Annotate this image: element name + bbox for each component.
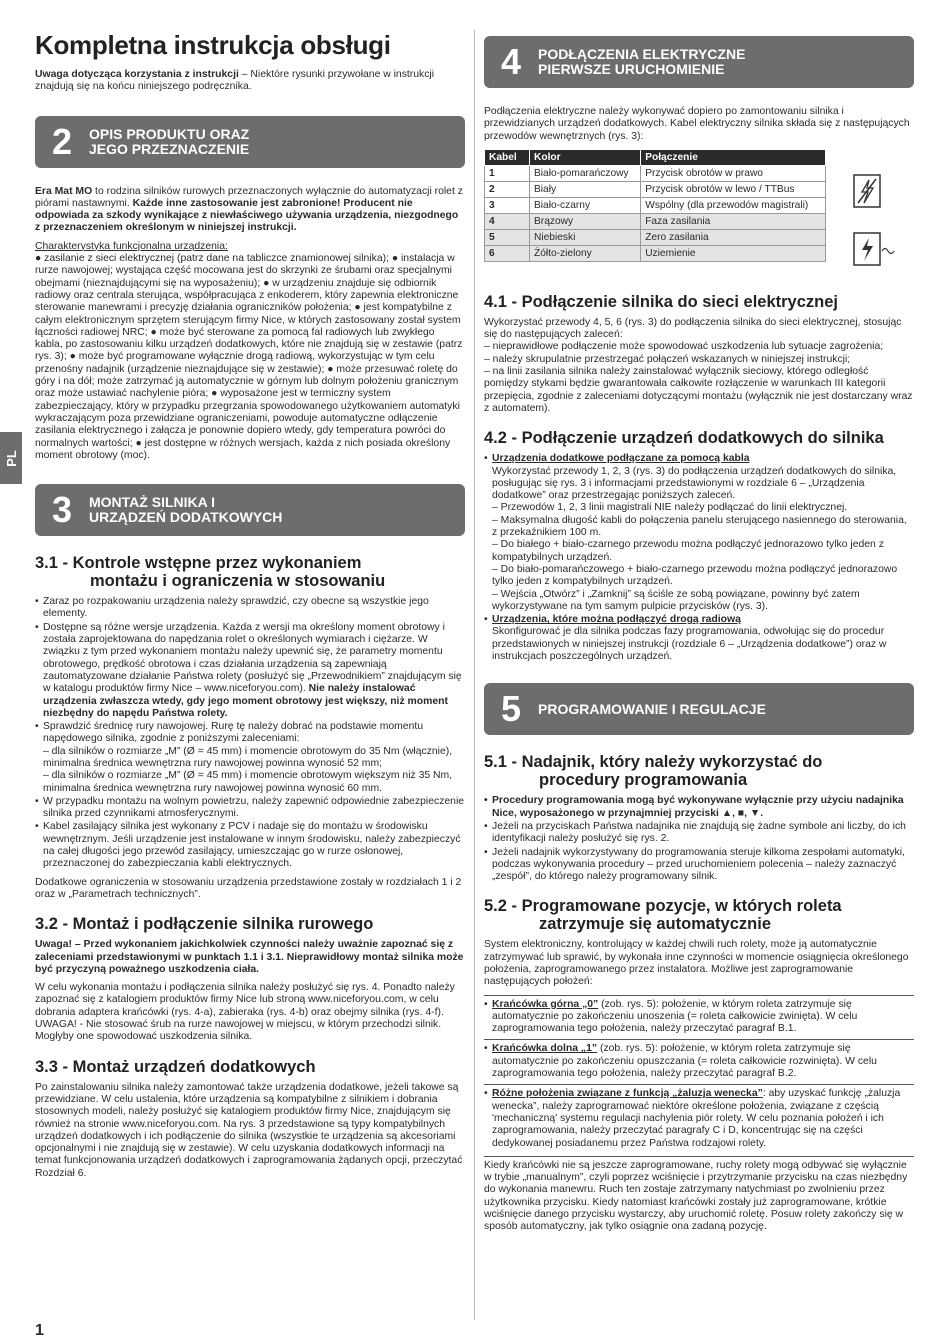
table-row: 3 Biało-czarny Wspólny (dla przewodów magistrali) — [485, 197, 826, 213]
language-tab: PL — [0, 432, 22, 484]
section-5-header: 5 PROGRAMOWANIE I REGULACJE — [484, 683, 914, 735]
column-divider — [474, 30, 475, 1320]
table-row: 5 Niebieski Zero zasilania — [485, 229, 826, 245]
cable-table-wrap — [484, 149, 914, 279]
text-3-2: W celu wykonania montażu i podłączenia silnika należy posłużyć się rys. 4. Ponadto należy zapoznać się z katalogiem produktów firmy Nice lub stroną www.niceforyou.com, w celu dobrania adaptera krańcówki (rys. 4-a), zabieraka (rys. 4-b) oraz obejmy silnika (rys. 4-f). UWAGA! - Nie stosować śrub na rurze nawojowej w miejscu, w którym przechodzi silnik. Mogłyby one spowodować uszkodzenia silnika. — [35, 982, 455, 1043]
right-column — [484, 30, 914, 1240]
section-3-header: 3 MONTAŻ SILNIKA I URZĄDZEŃ DODATKOWYCH — [35, 484, 465, 536]
table-row: 4 Brązowy Faza zasilania — [485, 213, 826, 229]
warning-3-2: Uwaga! – Przed wykonaniem jakichkolwiek czynności należy uważnie zapoznać się z zaleceniami przedstawionymi w punktach 1.1 i 3.1. Nieprawidłowy montaż silnika może być przyczyną poważnego uszkodzenia ciała. — [35, 939, 464, 975]
intro-note: Uwaga dotycząca korzystania z instrukcji – Niektóre rysunki przywołane w instrukcji znajdują się na końcu niniejszego podręcznika. — [35, 69, 435, 93]
section-4-header: 4 PODŁĄCZENIA ELEKTRYCZNE PIERWSZE URUCHOMIENIE — [484, 36, 914, 88]
transmitter-list: • Procedury programowania mogą być wykonywane wyłącznie przy użyciu nadajnika Nice, wyposażonego w przynajmniej przyciski ▲, ■, ▼. • Jeżeli na przyciskach Państwa nadajnika nie znajdują się żadne symbole ani liczby, do ich identyfikacji należy posłużyć się rys. 2. • Jeżeli nadajnik wykorzystywany do programowania steruje kilkoma zespołami automatyki, podczas wykonywania procedury – przed uruchomieniem polecenia – należy zaznaczyć „zespół”, do którego należy programowany silnik. — [484, 795, 914, 883]
text-5-2-end: Kiedy krańcówki nie są jeszcze zaprogramowane, ruchy rolety mogą odbywać się wyłącznie w trybie „manualnym”, czyli poprzez wciśnięcie i przytrzymanie przycisku na czas niezbędny do wykonania manewru. Ruch ten zostaje zatrzymany natychmiast po zwolnieniu przez użytkownika przycisku. Kiedy natomiast krańcówki zostały już zaprogramowane, krótkie wciśnięcie danego przycisku wystarczy, aby uruchomić roletę. Posuw rolety zakończy się w sposób automatyczny, jak tylko osiągnie ona zadaną pozycję. — [484, 1156, 914, 1234]
text-4: Podłączenia elektryczne należy wykonywać dopiero po zamontowaniu silnika i przewidzianych urządzeń dodatkowych. Kabel elektryczny silnika składa się z następujących przewodów wewnętrznych (rys. 3): — [484, 106, 910, 142]
positions-list: • Krańcówka górna „0” (zob. rys. 5): położenie, w którym roleta zatrzymuje się automatycznie po zakończeniu unoszenia (= roleta całkowicie zwinięta). W celu zaprogramowania tego położenia, należy przeczytać paragraf B.1. • Krańcówka dolna „1” (zob. rys. 5): położenie, w którym roleta zatrzymuje się automatycznie po zakończeniu opuszczania (= roleta całkowicie rozwinięta). W celu zaprogramowania tego położenia, należy przeczytać paragraf B.2. • Różne położenia związane z funkcją „żaluzja wenecka”: aby uzyskać funkcję „żaluzja wenecka”, należy zaprogramować niektóre określone położenia, związane z częścią 'mechaniczną' systemu regulacji nachylenia piór rolety. W celu poznania położeń i ich zaprogramowania, należy przeczytać paragrafy C i D, koncentrując się na części dedykowanej posiadanemu przez Państwa rodzajowi rolety. — [484, 995, 914, 1150]
text-3-3: Po zainstalowaniu silnika należy zamontować także urządzenia dodatkowe, jeżeli takowe są przewidziane. W celu ustalenia, które urządzenia są kompatybilne z silnikiem i dobrania stosownych modeli, należy posłużyć się katalogiem produktów firmy Nice, znajdującym się również na stronie www.niceforyou.com. Na rys. 3 przedstawione są typy kompatybilnych urządzeń dodatkowych i ich podłączenie do silnika (wszystkie te urządzenia są akcesoriami opcjonalnymi i nie znajdują się w zestawie). W celu uzyskania dodatkowych informacji na temat funkcjonowania urządzeń dodatkowych i zaprogramowania żądanych opcji, przeczytać Rozdział 6. — [35, 1081, 463, 1179]
heading-4-1: 4.1 - Podłączenie silnika do sieci elektrycznej — [484, 292, 838, 311]
table-row: 1 Biało-pomarańczowy Przycisk obrotów w prawo — [485, 165, 826, 181]
no-voltage-icon — [852, 173, 882, 209]
accessory-list: • Urządzenia dodatkowe podłączane za pomocą kabla Wykorzystać przewody 1, 2, 3 (rys. 3) do podłączenia urządzeń dodatkowych do silnika, posługując się rys. 3 i informacjami przedstawionymi w rozdziale 6 – „Urządzenia dodatkowe” oraz przestrzegając poniższych zaleceń. – Przewodów 1, 2, 3 linii magistrali NIE należy podłączać do linii elektrycznej. – Maksymalna długość kabli do połączenia panelu sterującego nasiennego do sterowania, z przekaźnikiem 100 m. – Do białego + biało-czarnego przewodu można podłączyć jednorazowo tylko jeden z kompatybilnych urządzeń. – Do biało-pomarańczowego + biało-czarnego przewodu można podłączyć jednorazowo tylko jeden z kompatybilnych urządzeń. – Wejścia „Otwórz” i „Zamknij” są ściśle ze sobą powiązane, powinny być zatem wykorzystywane na tym samym pulpicie przycisków (rys. 3). • Urządzenia, które można podłączyć drogą radiową Skonfigurować je dla silnika podczas fazy programowania, odwołując się do procedur przedstawionych w niniejszej instrukcji (rozdziale 6 – „Urządzenia dodatkowe”) oraz w instrukcjach poszczególnych urządzeń. — [484, 453, 914, 663]
table-row: 2 Biały Przycisk obrotów w lewo / TTBus — [485, 181, 826, 197]
left-column — [35, 30, 465, 1186]
page-title: Kompletna instrukcja obsługi — [35, 30, 391, 60]
features-list: ● zasilanie z sieci elektrycznej (patrz dane na tabliczce znamionowej silnika); ● instalacja w rurze nawojowej; wystająca część mocowana jest do skrzynki ze śrubami oraz specjalnymi obejmami (nieznajdującymi się na wyposażeniu); ● w urządzeniu znajduje się odbiornik radiowy oraz centrala sterująca, współpracująca z enkoderem, który zapewnia elektroniczne sterowanie manewrami i precyzję działania ograniczników położenia; ● jest kompatybilne z całym elektronicznym sprzętem sterującym firmy Nice, w których zastosowany został system łączności radiowej NRC; ● może być sterowane za pomocą fal radiowych lub zwykłego kabla, po zastosowaniu kilku urządzeń dodatkowych, które nie znajdują się w zestawie (patrz rys. 3); ● może być programowane wyłącznie drogą radiową, wykorzystując w tym celu przenośny nadajnik (urządzenie nieznajdujące się w zestawie); ● może przesuwać roletę do góry i na dół; może zatrzymać ją automatycznie w górnym lub dolnym położeniu granicznym oraz może ustawiać nachylenie pióra; ● wyposażone jest w termiczny system zabezpieczający, który w przypadku przegrzania spowodowanego użytkowaniem automatyki wykraczającym poza przewidziane ograniczeniami, powoduje automatyczne odłączenie zasilania elektrycznego i załącza je ponownie dopiero wtedy, gdy temperatura powróci do normalnych wartości; ● jest dostępne w różnych wersjach, każda z nich posiada określony moment obrotowy (moc). — [35, 253, 463, 461]
checks-list: • Zaraz po rozpakowaniu urządzenia należy sprawdzić, czy obecne są wszystkie jego elementy. • Dostępne są różne wersje urządzenia. Każda z wersji ma określony moment obrotowy i została zaprojektowana do napędzania rolet o określonych wymiarach i ciężarze. W związku z tym przed wykonaniem montażu należy upewnić się, że parametry momentu obrotowego, prędkość obrotowa i czas działania urządzenia są zapewniają zautomatyzowane działanie Państwa rolety (posłużyć się „Przewodnikiem” znajdującym się w katalogu produktów firmy Nice – www.niceforyou.com). Nie należy instalować urządzenia zwłaszcza wtedy, gdy jego moment obrotowy jest większy, niż moment niezbędny do napędu Państwa rolety. • Sprawdzić średnicę rury nawojowej. Rurę tę należy dobrać na podstawie momentu napędowego silnika, zgodnie z poniższymi zaleceniami: – dla silników o rozmiarze „M” (Ø = 45 mm) i momencie obrotowym do 35 Nm (włącznie), minimalna średnica wewnętrzna rury nawojowej powinna wynosić 52 mm; – dla silników o rozmiarze „M” (Ø = 45 mm) i momencie obrotowym większym niż 35 Nm, minimalna średnica wewnętrzna rury nawojowej powinna wynosić 60 mm. • W przypadku montażu na wolnym powietrzu, należy zapewnić odpowiednie zabezpieczenie silnika przed czynnikami atmosferycznymi. • Kabel zasilający silnika jest wykonany z PCV i nadaje się do montażu w środowisku wewnętrznym. Jeśli urządzenie jest instalowane w innym środowisku, należy zabezpieczyć na całej długości jego przewód zasilający, umieszczając go w rurze osłonowej, przeznaczonej do zabezpieczania kabli elektrycznych. — [35, 596, 465, 871]
heading-3-1: 3.1 - Kontrole wstępne przez wykonaniem montażu i ograniczenia w stosowaniu — [35, 554, 386, 591]
text-4-1: Wykorzystać przewody 4, 5, 6 (rys. 3) do podłączenia silnika do sieci elektrycznej, stosując się do następujących zaleceń: — [484, 316, 902, 341]
heading-3-2: 3.2 - Montaż i podłączenie silnika rurowego — [35, 915, 374, 934]
section-2-header: 2 OPIS PRODUKTU ORAZ JEGO PRZEZNACZENIE — [35, 116, 465, 168]
list-4-1: – nieprawidłowe podłączenie może spowodować uszkodzenia lub sytuacje zagrożenia; – należy skrupulatnie przestrzegać połączeń wskazanych w niniejszej instrukcji; – na linii zasilania silnika należy zainstalować wyłącznik sieciowy, którego odległość pomiędzy stykami będzie gwarantowała całkowite rozłączenie w warunkach III kategorii przepięcia, zgodnie z zaleceniami dotyczącymi montażu (wyłącznik nie jest dostarczany wraz z automatem). — [484, 341, 913, 414]
page-number: 1 — [35, 1322, 44, 1339]
heading-5-1: 5.1 - Nadajnik, który należy wykorzystać do procedury programowania — [484, 753, 823, 790]
features-text: Charakterystyka funkcjonalna urządzenia: — [35, 240, 228, 252]
product-description: Era Mat MO to rodzina silników rurowych przeznaczonych wyłącznie do automatyzacji rolet z piórami nastawnymi. Każde inne zastosowanie jest zabronione! Producent nie odpowiada za szkody wynikające z niewłaściwego używania urządzenia, niezgodnego z przeznaczeniem określonym w niniejszej instrukcji. — [35, 185, 463, 234]
ac-voltage-icon — [852, 231, 896, 267]
heading-4-2: 4.2 - Podłączenie urządzeń dodatkowych do silnika — [484, 429, 884, 448]
heading-3-3: 3.3 - Montaż urządzeń dodatkowych — [35, 1057, 316, 1076]
limits-note: Dodatkowe ograniczenia w stosowaniu urządzenia przedstawione zostały w rozdziałach 1 i 2 oraz w „Parametrach technicznych”. — [35, 876, 462, 900]
table-row: 6 Żółto-zielony Uziemienie — [485, 245, 826, 261]
heading-5-2: 5.2 - Programowane pozycje, w których roleta zatrzymuje się automatycznie — [484, 897, 842, 934]
text-5-2: System elektroniczny, kontrolujący w każdej chwili ruch rolety, może ją automatycznie zatrzymywać lub sprawić, by wykonała inne czynności w momencie osiągnięcia określonego położenia, zaprogramowanego przez instalatora. Możliwe jest zaprogramowanie następujących położeń: — [484, 939, 909, 988]
cable-table: Kabel Kolor Połączenie 1 Biało-pomarańczowy Przycisk obrotów w prawo 2 Biały Przycisk obrotów w lewo / TTBus 3 Biało-czarny Wspólny (dla przewodów magistrali) 4 Brązowy Faza zasilania 5 Niebieski Zero zasilania 6 Żółto-zielony Uziemienie — [484, 149, 826, 262]
